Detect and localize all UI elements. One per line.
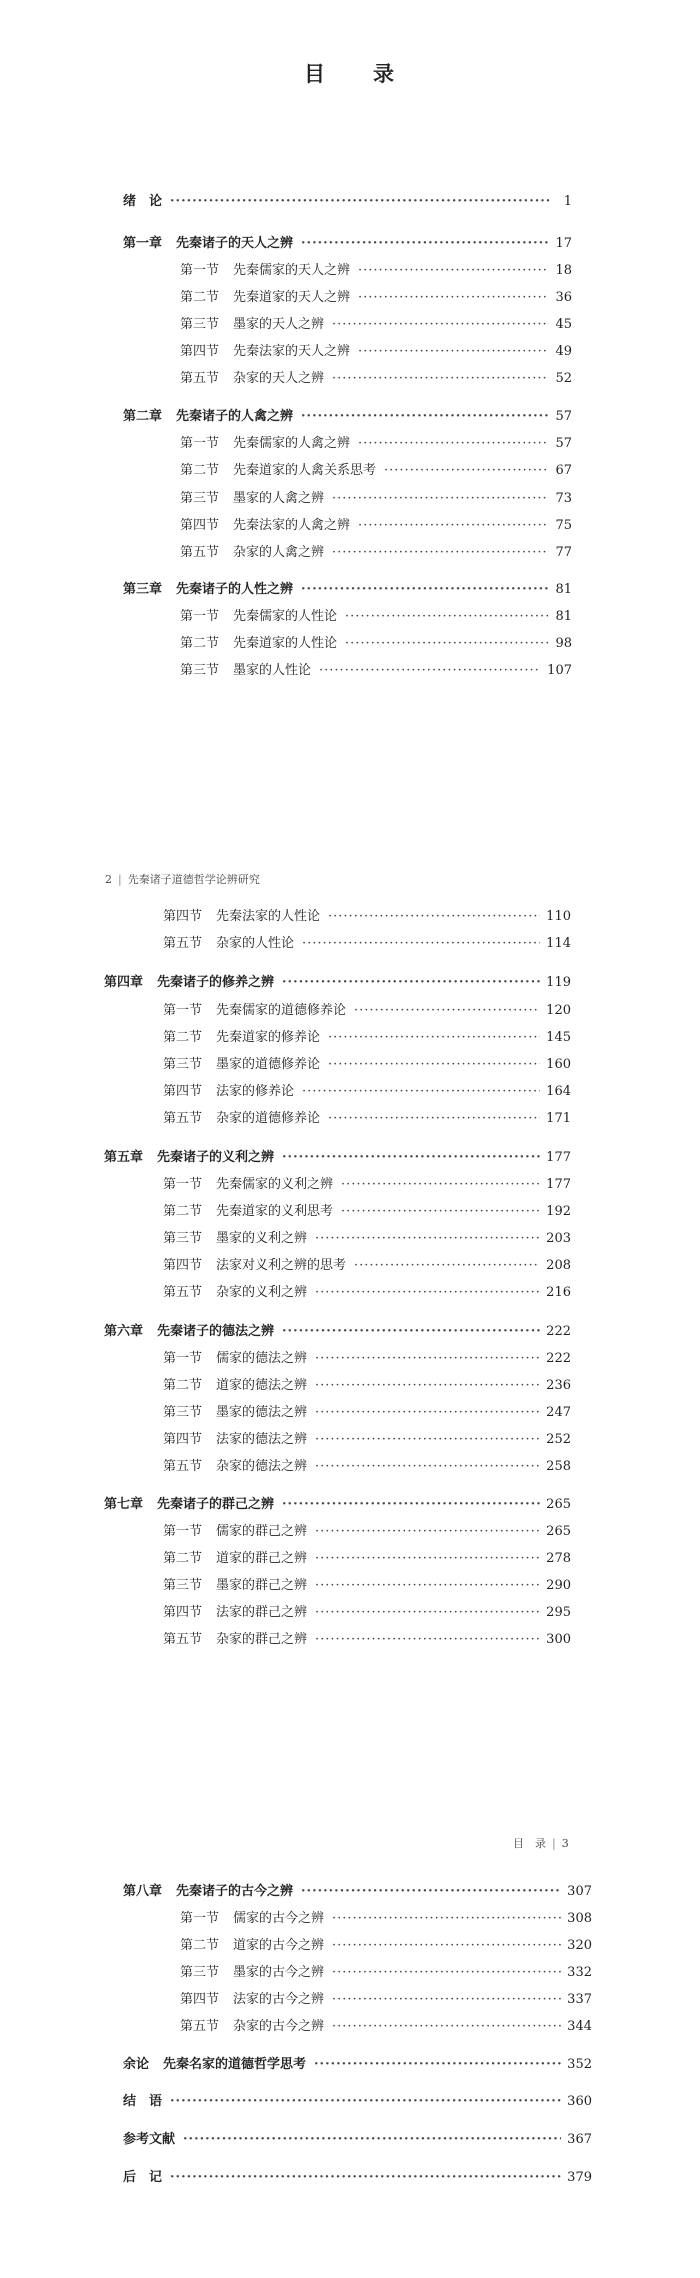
toc-entry-number: 第一节 <box>163 1351 203 1366</box>
toc-entry-page-number: 252 <box>546 1432 571 1447</box>
toc-section-entry[interactable] <box>163 1404 571 1422</box>
toc-entry-title: 先秦儒家的义利之辨 <box>216 1177 334 1192</box>
dot-leader <box>358 262 549 280</box>
toc-entry-number: 第二章 <box>123 409 163 424</box>
toc-entry-number: 余论 <box>123 2057 150 2072</box>
toc-entry-title: 杂家的古今之辨 <box>233 2019 325 2034</box>
toc-entry-number: 第二节 <box>180 290 220 305</box>
toc-entry-page-number: 192 <box>546 1204 571 1219</box>
running-head-section-title: 目 录 <box>513 1837 546 1850</box>
dot-leader <box>315 1404 540 1422</box>
dot-leader <box>332 2018 561 2036</box>
toc-entry-title: 先秦道家的修养论 <box>216 1030 321 1045</box>
toc-section-entry[interactable] <box>180 316 572 334</box>
toc-entry-page-number: 177 <box>546 1150 571 1165</box>
toc-section-entry[interactable] <box>180 262 572 280</box>
toc-chapter-entry[interactable] <box>123 408 572 426</box>
toc-section-entry[interactable] <box>163 908 571 926</box>
toc-entry-number: 第四节 <box>180 518 220 533</box>
dot-leader <box>319 662 541 680</box>
toc-entry-number: 第三节 <box>163 1578 203 1593</box>
toc-entry-page-number: 352 <box>567 2057 592 2072</box>
toc-entry-title: 先秦儒家的天人之辨 <box>233 263 351 278</box>
toc-chapter-entry[interactable] <box>123 1883 592 1901</box>
toc-section-entry[interactable] <box>163 1257 571 1275</box>
toc-entry-number: 第一节 <box>180 609 220 624</box>
toc-section-entry[interactable] <box>163 1230 571 1248</box>
dot-leader <box>328 1029 540 1047</box>
running-head-left <box>105 871 260 887</box>
toc-entry-page-number: 17 <box>555 236 572 251</box>
toc-entry-title: 墨家的古今之辨 <box>233 1965 325 1980</box>
toc-entry-number: 第二节 <box>163 1551 203 1566</box>
toc-chapter-entry[interactable] <box>123 193 572 211</box>
toc-entry-page-number: 278 <box>546 1551 571 1566</box>
toc-entry-number: 第五节 <box>163 936 203 951</box>
toc-entry-page-number: 367 <box>567 2132 592 2147</box>
toc-entry-title: 杂家的群己之辨 <box>216 1632 308 1647</box>
toc-entry-title: 先秦法家的人禽之辨 <box>233 518 351 533</box>
toc-entry-page-number: 160 <box>546 1057 571 1072</box>
dot-leader <box>315 1350 540 1368</box>
toc-entry-title: 法家对义利之辨的思考 <box>216 1258 347 1273</box>
dot-leader <box>315 1458 540 1476</box>
toc-entry-page-number: 265 <box>546 1497 571 1512</box>
toc-entry-page-number: 300 <box>546 1632 571 1647</box>
dot-leader <box>358 517 549 535</box>
toc-entry-page-number: 114 <box>546 936 571 951</box>
toc-entry-title: 先秦诸子的义利之辨 <box>157 1150 275 1165</box>
toc-entry-number: 第四章 <box>104 975 144 990</box>
dot-leader <box>332 544 549 562</box>
toc-entry-title: 先秦诸子的人性之辨 <box>176 582 294 597</box>
toc-entry-number: 第六章 <box>104 1324 144 1339</box>
toc-entry-page-number: 308 <box>567 1911 592 1926</box>
toc-chapter-entry[interactable] <box>104 1149 571 1167</box>
running-head-separator: | <box>118 873 122 886</box>
toc-chapter-entry[interactable] <box>123 581 572 599</box>
toc-entry-page-number: 75 <box>555 518 572 533</box>
dot-leader <box>183 2131 561 2149</box>
dot-leader <box>332 1964 561 1982</box>
toc-entry-page-number: 57 <box>555 436 572 451</box>
toc-entry-title: 先秦诸子的古今之辨 <box>176 1884 294 1899</box>
toc-entry-title: 墨家的人禽之辨 <box>233 491 325 506</box>
dot-leader <box>332 1937 561 1955</box>
toc-entry-title: 先秦诸子的群己之辨 <box>157 1497 275 1512</box>
toc-entry-number: 第五节 <box>180 371 220 386</box>
toc-section-entry[interactable] <box>180 1910 592 1928</box>
dot-leader <box>301 1883 561 1901</box>
toc-section-entry[interactable] <box>163 1431 571 1449</box>
dot-leader <box>341 1176 540 1194</box>
toc-entry-number: 第五节 <box>180 545 220 560</box>
toc-section-entry[interactable] <box>180 608 572 626</box>
toc-entry-title: 杂家的人禽之辨 <box>233 545 325 560</box>
dot-leader <box>345 608 549 626</box>
running-head-page-number: 3 <box>561 1837 569 1850</box>
toc-entry-page-number: 360 <box>567 2094 592 2109</box>
dot-leader <box>328 1056 540 1074</box>
toc-entry-number: 第二节 <box>163 1030 203 1045</box>
toc-section-entry[interactable] <box>163 1176 571 1194</box>
toc-entry-title: 道家的德法之辨 <box>216 1378 308 1393</box>
dot-leader <box>170 2093 561 2111</box>
toc-entry-title: 法家的修养论 <box>216 1084 295 1099</box>
dot-leader <box>315 1377 540 1395</box>
toc-entry-number: 第四节 <box>163 1605 203 1620</box>
toc-entry-title: 儒家的群己之辨 <box>216 1524 308 1539</box>
dot-leader <box>282 1496 540 1514</box>
toc-section-entry[interactable] <box>180 517 572 535</box>
toc-entry-page-number: 177 <box>546 1177 571 1192</box>
toc-entry-title: 先秦道家的天人之辨 <box>233 290 351 305</box>
toc-entry-page-number: 49 <box>555 344 572 359</box>
dot-leader <box>328 1110 540 1128</box>
toc-entry-page-number: 203 <box>546 1231 571 1246</box>
toc-entry-number: 第七章 <box>104 1497 144 1512</box>
toc-entry-number: 第四节 <box>163 1432 203 1447</box>
toc-entry-page-number: 332 <box>567 1965 592 1980</box>
dot-leader <box>301 408 549 426</box>
dot-leader <box>332 370 549 388</box>
toc-entry-page-number: 107 <box>547 663 572 678</box>
toc-entry-number: 第三节 <box>163 1405 203 1420</box>
toc-entry-title: 墨家的群己之辨 <box>216 1578 308 1593</box>
toc-entry-number: 第三节 <box>180 663 220 678</box>
toc-section-entry[interactable] <box>163 1203 571 1221</box>
toc-section-entry[interactable] <box>163 1604 571 1622</box>
toc-section-entry[interactable] <box>180 343 572 361</box>
toc-entry-title: 先秦儒家的道德修养论 <box>216 1003 347 1018</box>
toc-entry-title: 先秦儒家的人禽之辨 <box>233 436 351 451</box>
toc-entry-page-number: 236 <box>546 1378 571 1393</box>
toc-section-entry[interactable] <box>163 1458 571 1476</box>
toc-entry-title: 杂家的义利之辨 <box>216 1285 308 1300</box>
toc-entry-number: 参考文献 <box>123 2132 176 2147</box>
toc-entry-number: 第一节 <box>180 263 220 278</box>
toc-entry-title: 杂家的德法之辨 <box>216 1459 308 1474</box>
toc-entry-number: 第四节 <box>180 344 220 359</box>
dot-leader <box>170 2169 561 2187</box>
toc-entry-page-number: 1 <box>563 194 572 209</box>
toc-entry-page-number: 344 <box>567 2019 592 2034</box>
dot-leader <box>332 316 549 334</box>
dot-leader <box>332 490 549 508</box>
toc-title: 目 录 <box>304 61 396 86</box>
toc-entry-title: 墨家的道德修养论 <box>216 1057 321 1072</box>
toc-section-entry[interactable] <box>163 1083 571 1101</box>
dot-leader <box>358 289 549 307</box>
toc-entry-number: 第四节 <box>180 1992 220 2007</box>
toc-entry-page-number: 307 <box>567 1884 592 1899</box>
toc-section-entry[interactable] <box>180 490 572 508</box>
dot-leader <box>358 435 549 453</box>
toc-entry-page-number: 222 <box>546 1324 571 1339</box>
dot-leader <box>315 1577 540 1595</box>
dot-leader <box>282 974 540 992</box>
toc-section-entry[interactable] <box>163 1550 571 1568</box>
toc-entry-number: 第一节 <box>180 436 220 451</box>
toc-chapter-entry[interactable] <box>123 2169 592 2187</box>
toc-section-entry[interactable] <box>163 935 571 953</box>
toc-entry-number: 第一章 <box>123 236 163 251</box>
toc-entry-page-number: 57 <box>555 409 572 424</box>
dot-leader <box>282 1323 540 1341</box>
running-head-right <box>513 1835 569 1851</box>
toc-section-entry[interactable] <box>163 1284 571 1302</box>
toc-entry-page-number: 81 <box>555 609 572 624</box>
toc-entry-title: 先秦儒家的人性论 <box>233 609 338 624</box>
toc-entry-number: 第五节 <box>163 1285 203 1300</box>
toc-entry-title: 先秦诸子的天人之辨 <box>176 236 294 251</box>
toc-entry-number: 第三章 <box>123 582 163 597</box>
toc-entry-number: 结 语 <box>123 2094 163 2109</box>
toc-section-entry[interactable] <box>180 462 572 480</box>
toc-entry-number: 第三节 <box>180 1965 220 1980</box>
toc-entry-title: 先秦诸子的人禽之辨 <box>176 409 294 424</box>
toc-section-entry[interactable] <box>180 1991 592 2009</box>
toc-entry-number: 绪 论 <box>123 194 163 209</box>
toc-entry-page-number: 67 <box>555 463 572 478</box>
toc-chapter-entry[interactable] <box>123 2093 592 2111</box>
dot-leader <box>332 1991 561 2009</box>
toc-entry-title: 先秦法家的天人之辨 <box>233 344 351 359</box>
toc-entry-title: 法家的德法之辨 <box>216 1432 308 1447</box>
toc-entry-title: 道家的古今之辨 <box>233 1938 325 1953</box>
dot-leader <box>314 2056 561 2074</box>
dot-leader <box>315 1284 540 1302</box>
dot-leader <box>328 908 540 926</box>
toc-entry-number: 第五节 <box>163 1459 203 1474</box>
toc-entry-page-number: 81 <box>555 582 572 597</box>
toc-section-entry[interactable] <box>163 1110 571 1128</box>
toc-entry-page-number: 247 <box>546 1405 571 1420</box>
running-head-page-number: 2 <box>105 873 112 886</box>
toc-section-entry[interactable] <box>163 1377 571 1395</box>
toc-section-entry[interactable] <box>180 289 572 307</box>
toc-entry-page-number: 290 <box>546 1578 571 1593</box>
toc-entry-number: 第二节 <box>163 1204 203 1219</box>
toc-section-entry[interactable] <box>180 370 572 388</box>
toc-entry-page-number: 216 <box>546 1285 571 1300</box>
toc-entry-page-number: 18 <box>555 263 572 278</box>
toc-entry-number: 第四节 <box>163 909 203 924</box>
dot-leader <box>358 343 549 361</box>
toc-entry-title: 道家的群己之辨 <box>216 1551 308 1566</box>
toc-section-entry[interactable] <box>180 544 572 562</box>
dot-leader <box>354 1257 540 1275</box>
toc-entry-number: 第二节 <box>180 636 220 651</box>
toc-entry-page-number: 45 <box>555 317 572 332</box>
toc-section-entry[interactable] <box>180 1937 592 1955</box>
toc-entry-page-number: 119 <box>546 975 571 990</box>
toc-entry-title: 先秦道家的人禽关系思考 <box>233 463 377 478</box>
toc-entry-number: 第四节 <box>163 1084 203 1099</box>
toc-entry-title: 先秦道家的义利思考 <box>216 1204 334 1219</box>
toc-entry-page-number: 208 <box>546 1258 571 1273</box>
toc-entry-title: 墨家的人性论 <box>233 663 312 678</box>
dot-leader <box>170 193 552 211</box>
toc-entry-page-number: 171 <box>546 1111 571 1126</box>
toc-section-entry[interactable] <box>163 1577 571 1595</box>
toc-entry-page-number: 320 <box>567 1938 592 1953</box>
toc-chapter-entry[interactable] <box>104 1323 571 1341</box>
toc-entry-title: 法家的古今之辨 <box>233 1992 325 2007</box>
dot-leader <box>341 1203 540 1221</box>
dot-leader <box>354 1002 540 1020</box>
dot-leader <box>301 235 549 253</box>
toc-entry-page-number: 258 <box>546 1459 571 1474</box>
toc-entry-title: 先秦法家的人性论 <box>216 909 321 924</box>
toc-entry-number: 第二节 <box>180 463 220 478</box>
dot-leader <box>332 1910 561 1928</box>
toc-entry-title: 儒家的古今之辨 <box>233 1911 325 1926</box>
toc-entry-number: 第三节 <box>180 491 220 506</box>
toc-entry-page-number: 73 <box>555 491 572 506</box>
dot-leader <box>315 1631 540 1649</box>
toc-entry-title: 法家的群己之辨 <box>216 1605 308 1620</box>
dot-leader <box>302 935 540 953</box>
toc-entry-number: 第五节 <box>163 1111 203 1126</box>
toc-entry-page-number: 98 <box>555 636 572 651</box>
toc-entry-page-number: 77 <box>555 545 572 560</box>
toc-entry-number: 第三节 <box>163 1057 203 1072</box>
toc-entry-title: 先秦诸子的修养之辨 <box>157 975 275 990</box>
toc-entry-page-number: 295 <box>546 1605 571 1620</box>
toc-section-entry[interactable] <box>180 635 572 653</box>
toc-chapter-entry[interactable] <box>104 1496 571 1514</box>
toc-chapter-entry[interactable] <box>123 235 572 253</box>
toc-section-entry[interactable] <box>163 1029 571 1047</box>
toc-entry-title: 杂家的道德修养论 <box>216 1111 321 1126</box>
toc-entry-page-number: 337 <box>567 1992 592 2007</box>
toc-entry-number: 第四节 <box>163 1258 203 1273</box>
running-head-book-title: 先秦诸子道德哲学论辨研究 <box>127 873 260 886</box>
toc-entry-number: 第八章 <box>123 1884 163 1899</box>
toc-entry-page-number: 145 <box>546 1030 571 1045</box>
dot-leader <box>315 1523 540 1541</box>
toc-entry-title: 先秦名家的道德哲学思考 <box>163 2057 307 2072</box>
toc-entry-number: 第五节 <box>163 1632 203 1647</box>
toc-entry-page-number: 110 <box>546 909 571 924</box>
dot-leader <box>315 1230 540 1248</box>
toc-section-entry[interactable] <box>180 2018 592 2036</box>
toc-entry-number: 第一节 <box>180 1911 220 1926</box>
toc-section-entry[interactable] <box>163 1523 571 1541</box>
toc-chapter-entry[interactable] <box>123 2131 592 2149</box>
toc-entry-title: 先秦道家的人性论 <box>233 636 338 651</box>
toc-section-entry[interactable] <box>163 1002 571 1020</box>
toc-entry-page-number: 52 <box>555 371 572 386</box>
toc-entry-page-number: 120 <box>546 1003 571 1018</box>
dot-leader <box>315 1604 540 1622</box>
dot-leader <box>315 1431 540 1449</box>
toc-entry-number: 第五节 <box>180 2019 220 2034</box>
toc-entry-page-number: 379 <box>567 2170 592 2185</box>
toc-section-entry[interactable] <box>163 1350 571 1368</box>
toc-chapter-entry[interactable] <box>104 974 571 992</box>
toc-entry-number: 第五章 <box>104 1150 144 1165</box>
toc-section-entry[interactable] <box>163 1056 571 1074</box>
toc-section-entry[interactable] <box>163 1631 571 1649</box>
dot-leader <box>282 1149 540 1167</box>
dot-leader <box>315 1550 540 1568</box>
toc-entry-number: 第三节 <box>163 1231 203 1246</box>
toc-entry-number: 第一节 <box>163 1003 203 1018</box>
dot-leader <box>301 581 549 599</box>
toc-entry-number: 第二节 <box>163 1378 203 1393</box>
toc-entry-title: 先秦诸子的德法之辨 <box>157 1324 275 1339</box>
toc-section-entry[interactable] <box>180 435 572 453</box>
running-head-separator: | <box>552 1837 556 1850</box>
toc-entry-number: 后 记 <box>123 2170 163 2185</box>
dot-leader <box>384 462 549 480</box>
toc-entry-page-number: 36 <box>555 290 572 305</box>
toc-entry-number: 第二节 <box>180 1938 220 1953</box>
toc-entry-number: 第一节 <box>163 1524 203 1539</box>
toc-entry-title: 墨家的天人之辨 <box>233 317 325 332</box>
toc-entry-title: 墨家的义利之辨 <box>216 1231 308 1246</box>
toc-entry-page-number: 222 <box>546 1351 571 1366</box>
toc-entry-number: 第三节 <box>180 317 220 332</box>
toc-entry-title: 儒家的德法之辨 <box>216 1351 308 1366</box>
toc-section-entry[interactable] <box>180 662 572 680</box>
toc-entry-page-number: 164 <box>546 1084 571 1099</box>
dot-leader <box>345 635 549 653</box>
toc-entry-title: 杂家的天人之辨 <box>233 371 325 386</box>
dot-leader <box>302 1083 540 1101</box>
toc-entry-page-number: 265 <box>546 1524 571 1539</box>
toc-entry-number: 第一节 <box>163 1177 203 1192</box>
toc-entry-title: 杂家的人性论 <box>216 936 295 951</box>
toc-entry-title: 墨家的德法之辨 <box>216 1405 308 1420</box>
toc-chapter-entry[interactable] <box>123 2056 592 2074</box>
toc-section-entry[interactable] <box>180 1964 592 1982</box>
